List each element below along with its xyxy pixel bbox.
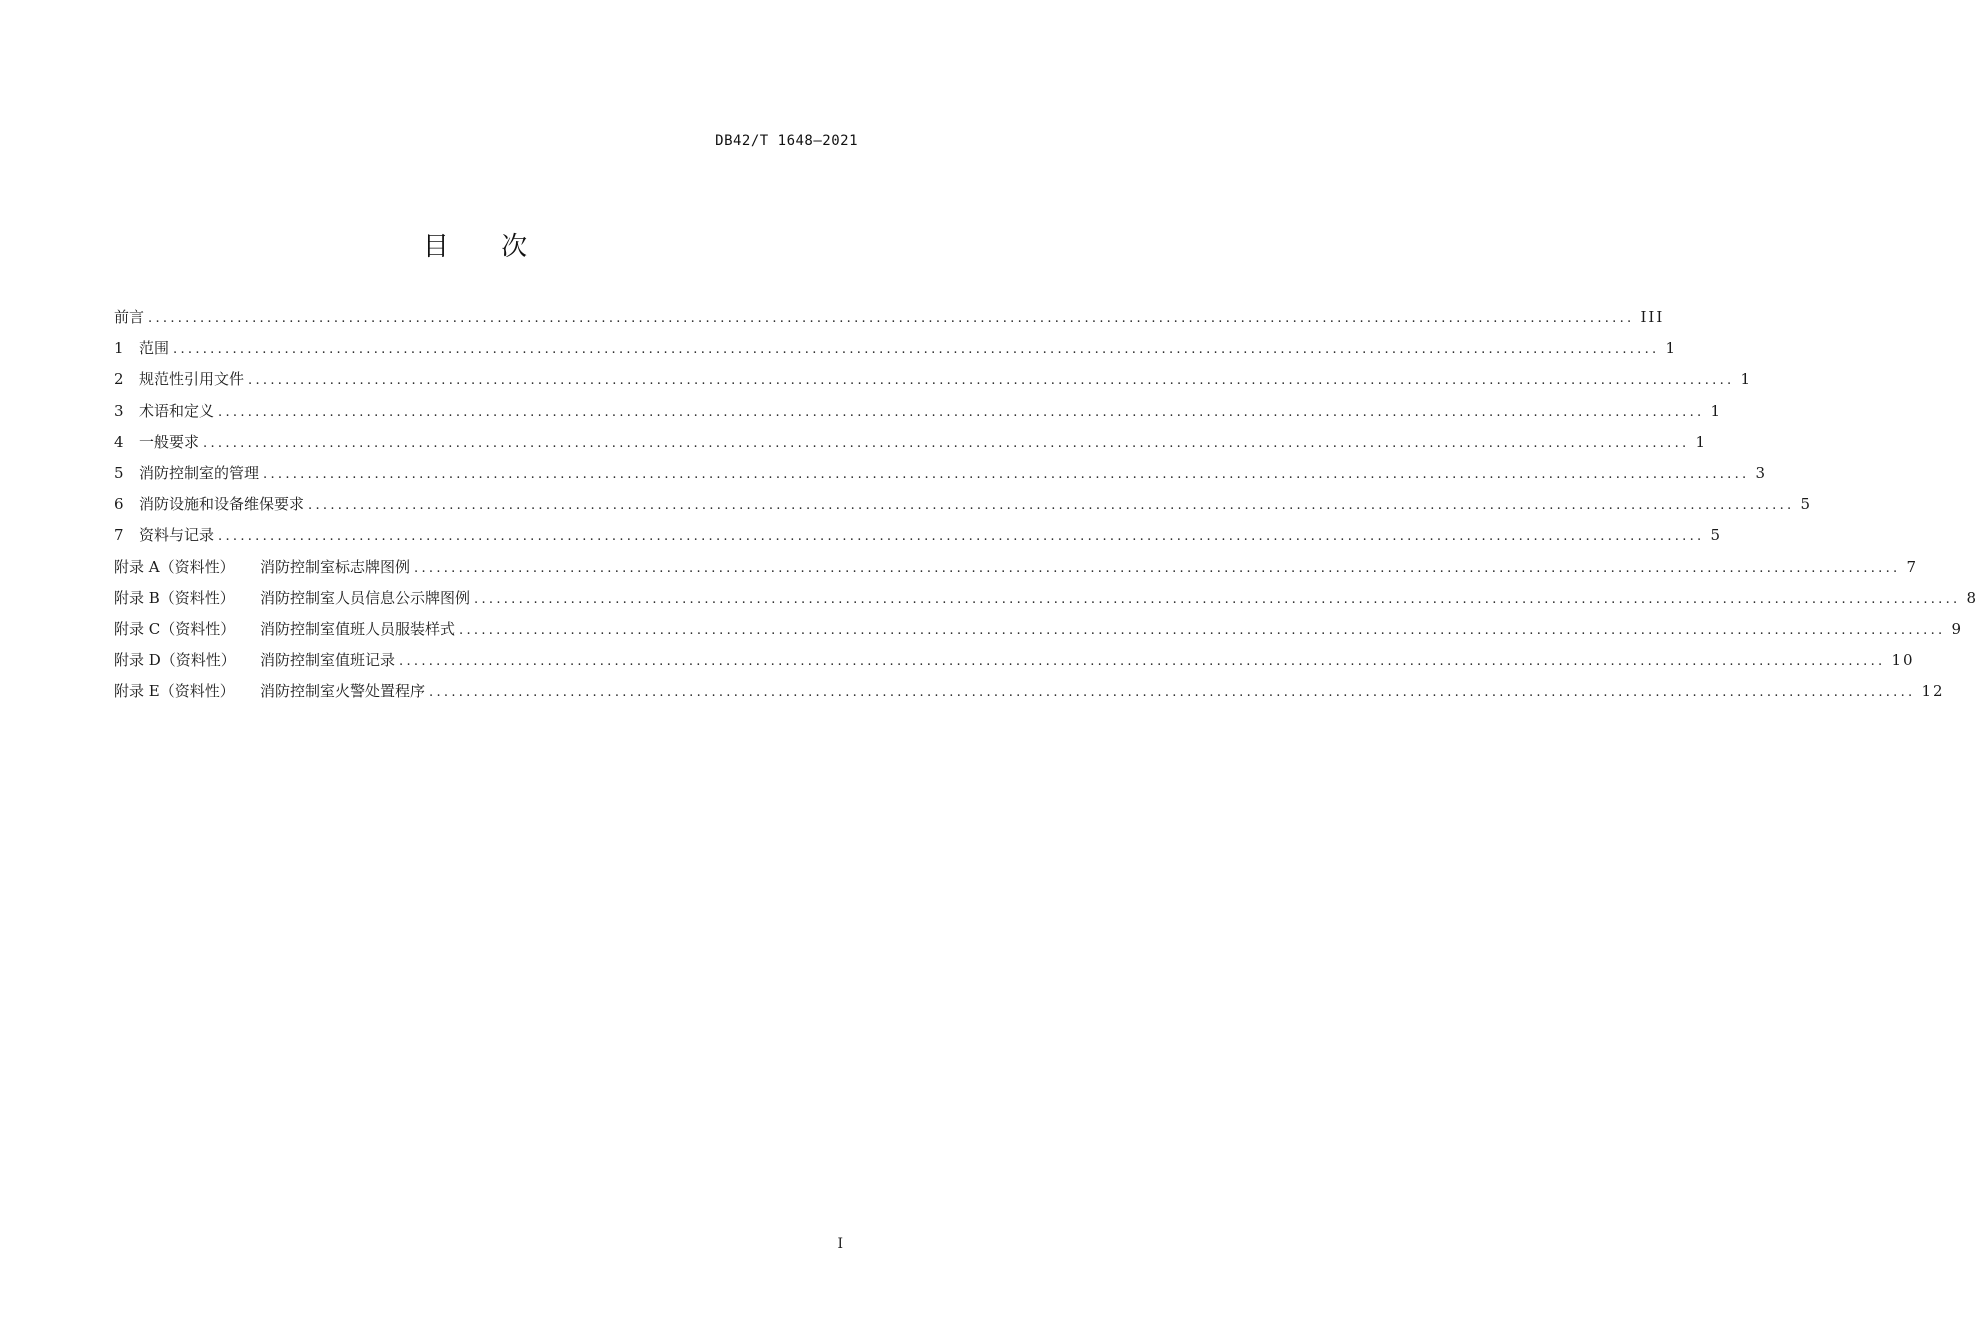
toc-entry-page: III	[1640, 308, 1665, 326]
toc-entry-foreword[interactable]	[114, 306, 1665, 337]
toc-entry-label: 范围	[139, 339, 170, 358]
toc-entry-page: 3	[1755, 463, 1768, 482]
toc-entry-page: 10	[1891, 651, 1915, 670]
toc-dot-leader: ........................................................................................................................................................................................................	[414, 560, 1901, 576]
toc-entry-label: 消防控制室的管理	[139, 463, 260, 482]
toc-entry-7[interactable]	[114, 524, 1723, 555]
toc-entry-1[interactable]	[114, 337, 1678, 368]
toc-appendix-prefix: 附录 A（资料性）	[114, 557, 235, 576]
toc-entry-5[interactable]	[114, 462, 1768, 493]
toc-entry-4[interactable]	[114, 431, 1708, 462]
toc-entry-page: 1	[1740, 370, 1753, 389]
toc-entry-label: 规范性引用文件	[139, 370, 245, 389]
toc-entry-page: 7	[1906, 557, 1919, 576]
toc-dot-leader: ........................................................................................................................................................................................................	[429, 685, 1916, 701]
toc-entry-appendix-c[interactable]	[114, 618, 1964, 649]
toc-entry-label: 前言	[114, 308, 145, 326]
toc-appendix-prefix: 附录 E（资料性）	[114, 682, 235, 701]
toc-dot-leader: ........................................................................................................................................................................................................	[148, 311, 1635, 326]
toc-entry-2[interactable]	[114, 368, 1753, 399]
toc-entry-appendix-a[interactable]	[114, 556, 1919, 587]
toc-entry-page: 1	[1695, 432, 1708, 451]
toc-entry-label: 术语和定义	[139, 401, 215, 420]
toc-appendix-prefix: 附录 C（资料性）	[114, 619, 236, 638]
toc-entry-page: 5	[1710, 526, 1723, 545]
table-of-contents	[114, 306, 1978, 711]
toc-entry-number: 2	[114, 370, 124, 389]
toc-dot-leader: ........................................................................................................................................................................................................	[218, 529, 1705, 545]
toc-dot-leader: ........................................................................................................................................................................................................	[263, 466, 1750, 482]
page-title: 目 次	[422, 232, 550, 262]
toc-entry-appendix-e[interactable]	[114, 680, 1945, 711]
toc-entry-label: 消防控制室标志牌图例	[260, 557, 411, 576]
toc-entry-number: 1	[114, 339, 124, 358]
toc-entry-label: 消防设施和设备维保要求	[139, 495, 305, 514]
toc-dot-leader: ........................................................................................................................................................................................................	[308, 498, 1795, 514]
page-number: I	[837, 1236, 843, 1252]
toc-dot-leader: ........................................................................................................................................................................................................	[218, 404, 1705, 420]
toc-entry-number: 5	[114, 463, 124, 482]
toc-entry-label: 消防控制室火警处置程序	[260, 682, 426, 701]
toc-entry-page: 8	[1966, 588, 1978, 607]
toc-entry-3[interactable]	[114, 400, 1723, 431]
toc-entry-label: 消防控制室值班记录	[260, 651, 396, 670]
toc-entry-page: 1	[1710, 401, 1723, 420]
toc-entry-page: 1	[1665, 339, 1678, 358]
toc-dot-leader: ........................................................................................................................................................................................................	[203, 435, 1690, 451]
toc-appendix-prefix: 附录 B（资料性）	[114, 588, 235, 607]
toc-entry-page: 5	[1800, 495, 1813, 514]
toc-dot-leader: ........................................................................................................................................................................................................	[459, 622, 1946, 638]
toc-entry-label: 消防控制室人员信息公示牌图例	[260, 588, 471, 607]
toc-entry-appendix-b[interactable]	[114, 587, 1978, 618]
toc-dot-leader: ........................................................................................................................................................................................................	[474, 591, 1961, 607]
toc-dot-leader: ........................................................................................................................................................................................................	[173, 342, 1660, 358]
toc-entry-appendix-d[interactable]	[114, 649, 1915, 680]
toc-entry-number: 7	[114, 526, 124, 545]
toc-entry-number: 6	[114, 495, 124, 514]
toc-dot-leader: ........................................................................................................................................................................................................	[399, 654, 1886, 670]
toc-dot-leader: ........................................................................................................................................................................................................	[248, 373, 1735, 389]
toc-appendix-prefix: 附录 D（资料性）	[114, 651, 236, 670]
toc-entry-page: 9	[1951, 619, 1964, 638]
toc-entry-label: 一般要求	[139, 432, 200, 451]
toc-entry-page: 12	[1921, 682, 1945, 701]
toc-entry-number: 3	[114, 401, 124, 420]
toc-entry-6[interactable]	[114, 493, 1813, 524]
document-code: DB42/T 1648—2021	[715, 133, 858, 149]
toc-entry-label: 资料与记录	[139, 526, 215, 545]
toc-entry-number: 4	[114, 432, 124, 451]
toc-entry-label: 消防控制室值班人员服装样式	[260, 619, 456, 638]
